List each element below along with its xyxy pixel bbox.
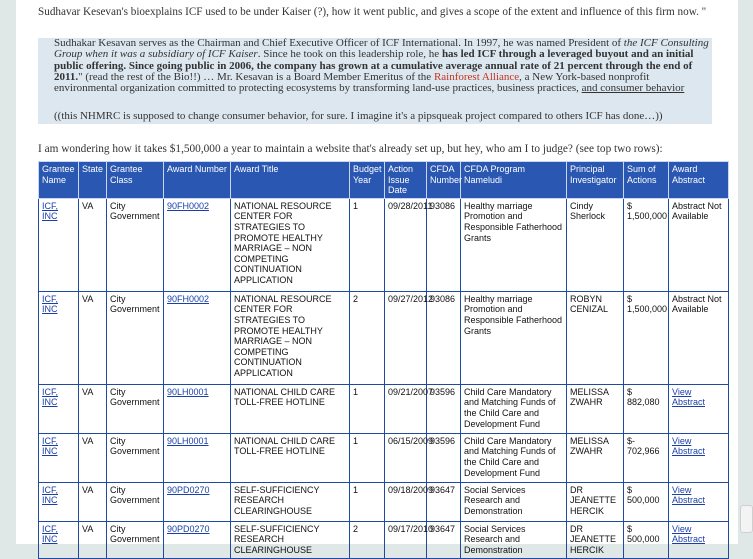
cell-award-number[interactable] bbox=[164, 433, 231, 482]
question-paragraph: I am wondering how it takes $1,500,000 a year to maintain a website that's already set up, but hey, who am I to judge? (see top two rows): bbox=[38, 143, 663, 155]
cell-award-title: NATIONAL RESOURCE CENTER FOR STRATEGIES TO PROMOTE HEALTHY MARRIAGE – NON COMPETING CONTINUATION APPLICATION bbox=[231, 198, 350, 291]
cell-cfda-program: Healthy marriage Promotion and Responsible Fatherhood Grants bbox=[461, 198, 567, 291]
award-number-link[interactable]: 90LH0001 bbox=[167, 386, 209, 397]
header-award-abstract: Award Abstract bbox=[669, 162, 729, 199]
cell-award-title: SELF-SUFFICIENCY RESEARCH CLEARINGHOUSE bbox=[231, 482, 350, 521]
cell-principal-investigator: Cindy Sherlock bbox=[567, 198, 624, 291]
cell-award-number[interactable] bbox=[164, 521, 231, 558]
cell-state: VA bbox=[79, 384, 107, 433]
cell-principal-investigator: MELISSA ZWAHR bbox=[567, 433, 624, 482]
view-abstract-link[interactable]: View Abstract bbox=[672, 386, 706, 408]
table-row bbox=[39, 384, 729, 433]
cell-budget-year: 2 bbox=[350, 521, 385, 558]
cell-award-number[interactable] bbox=[164, 482, 231, 521]
header-state: State bbox=[79, 162, 107, 199]
view-abstract-link[interactable]: View Abstract bbox=[672, 523, 706, 545]
grantee-link[interactable]: ICF, INC bbox=[42, 200, 59, 222]
quote-text-3: " (read the rest of the Bio!!) … Mr. Kesavan is a Board Member Emeritus of the bbox=[78, 70, 434, 83]
award-number-link[interactable]: 90FH0002 bbox=[167, 293, 210, 304]
cell-cfda-program: Social Services Research and Demonstration bbox=[461, 482, 567, 521]
cell-budget-year: 2 bbox=[350, 291, 385, 384]
cell-issue-date: 09/27/2012 bbox=[385, 291, 427, 384]
award-number-link[interactable]: 90LH0001 bbox=[167, 435, 209, 446]
cell-award-abstract[interactable] bbox=[669, 433, 729, 482]
cell-grantee-name[interactable] bbox=[39, 521, 79, 558]
header-cfda-program: CFDA Program Nameludi bbox=[461, 162, 567, 199]
quote-bold: has led ICF through a leveraged buyout and an initial public offering. Since going public in 2006, the company has grown at a cumulative average annual rate of 21 percent through the end of 2011. bbox=[54, 48, 694, 83]
cell-principal-investigator: DR JEANETTE HERCIK bbox=[567, 482, 624, 521]
intro-paragraph: Sudhavar Kesevan's bioexplains ICF used to be under Kaiser (?), how it went public, and gives a scope of the extent and influence of this firm now. " bbox=[38, 6, 707, 18]
header-award-number: Award Number bbox=[164, 162, 231, 199]
cell-cfda-number: 93596 bbox=[427, 384, 461, 433]
cell-budget-year: 1 bbox=[350, 482, 385, 521]
cell-principal-investigator: DR JEANETTE HERCIK bbox=[567, 521, 624, 558]
cell-award-abstract[interactable] bbox=[669, 521, 729, 558]
cell-award-title: NATIONAL CHILD CARE TOLL-FREE HOTLINE bbox=[231, 433, 350, 482]
quote-note: ((this NHMRC is supposed to change consumer behavior, for sure. I imagine it's a pipsqueak project compared to others ICF has done…)) bbox=[54, 110, 663, 122]
cell-award-number[interactable] bbox=[164, 291, 231, 384]
grantee-link[interactable]: ICF, INC bbox=[42, 293, 59, 315]
cell-sum-of-actions: $ 1,500,000 bbox=[624, 291, 669, 384]
award-number-link[interactable]: 90FH0002 bbox=[167, 200, 210, 211]
cell-cfda-number: 93596 bbox=[427, 433, 461, 482]
cell-grantee-class: City Government bbox=[107, 291, 164, 384]
cell-budget-year: 1 bbox=[350, 198, 385, 291]
consumer-behavior-link[interactable]: and consumer behavior bbox=[581, 82, 685, 95]
cell-cfda-number: 93086 bbox=[427, 198, 461, 291]
cell-state: VA bbox=[79, 433, 107, 482]
cell-grantee-name[interactable] bbox=[39, 384, 79, 433]
cell-sum-of-actions: $ 882,080 bbox=[624, 384, 669, 433]
cell-grantee-name[interactable] bbox=[39, 291, 79, 384]
grants-table bbox=[38, 161, 729, 559]
blog-page bbox=[16, 0, 738, 555]
table-row bbox=[39, 433, 729, 482]
cell-issue-date: 09/18/2009 bbox=[385, 482, 427, 521]
table-header-row bbox=[39, 162, 729, 199]
header-award-title: Award Title bbox=[231, 162, 350, 199]
cell-sum-of-actions: $ 500,000 bbox=[624, 482, 669, 521]
cell-grantee-class: City Government bbox=[107, 521, 164, 558]
cell-sum-of-actions: $- 702,966 bbox=[624, 433, 669, 482]
cell-award-title: NATIONAL CHILD CARE TOLL-FREE HOTLINE bbox=[231, 384, 350, 433]
header-action-issue-date: Action Issue Date bbox=[385, 162, 427, 199]
table-row bbox=[39, 291, 729, 384]
grantee-link[interactable]: ICF, INC bbox=[42, 386, 59, 408]
bio-blockquote bbox=[38, 38, 712, 124]
table-row bbox=[39, 521, 729, 558]
cell-cfda-program: Child Care Mandatory and Matching Funds of the Child Care and Development Fund bbox=[461, 384, 567, 433]
cell-state: VA bbox=[79, 198, 107, 291]
quote-text-2: . Since he took on this leadership role, he bbox=[257, 48, 442, 61]
cell-grantee-name[interactable] bbox=[39, 482, 79, 521]
table-row bbox=[39, 198, 729, 291]
cell-state: VA bbox=[79, 521, 107, 558]
rainforest-alliance-link[interactable]: Rainforest Alliance bbox=[433, 70, 520, 83]
cell-grantee-class: City Government bbox=[107, 433, 164, 482]
header-grantee-name: Grantee Name bbox=[39, 162, 79, 199]
view-abstract-link[interactable]: View Abstract bbox=[672, 484, 706, 506]
cell-cfda-number: 93647 bbox=[427, 521, 461, 558]
cell-award-abstract[interactable] bbox=[669, 482, 729, 521]
header-grantee-class: Grantee Class bbox=[107, 162, 164, 199]
award-number-link[interactable]: 90PD0270 bbox=[167, 484, 210, 495]
cell-sum-of-actions: $ 1,500,000 bbox=[624, 198, 669, 291]
cell-award-title: NATIONAL RESOURCE CENTER FOR STRATEGIES TO PROMOTE HEALTHY MARRIAGE – NON COMPETING CONTINUATION APPLICATION bbox=[231, 291, 350, 384]
bio-quote-text bbox=[54, 38, 710, 94]
cell-award-abstract: Abstract Not Available bbox=[669, 198, 729, 291]
cell-state: VA bbox=[79, 291, 107, 384]
header-budget-year: Budget Year bbox=[350, 162, 385, 199]
quote-italic: the ICF Consulting Group when it was a subsidiary of ICF Kaiser bbox=[54, 37, 709, 61]
cell-grantee-class: City Government bbox=[107, 198, 164, 291]
cell-award-abstract[interactable] bbox=[669, 384, 729, 433]
grantee-link[interactable]: ICF, INC bbox=[42, 484, 59, 506]
cell-award-abstract: Abstract Not Available bbox=[669, 291, 729, 384]
cell-issue-date: 09/17/2010 bbox=[385, 521, 427, 558]
cell-principal-investigator: ROBYN CENIZAL bbox=[567, 291, 624, 384]
cell-award-number[interactable] bbox=[164, 384, 231, 433]
cell-cfda-number: 93086 bbox=[427, 291, 461, 384]
cell-issue-date: 06/15/2009 bbox=[385, 433, 427, 482]
cell-budget-year: 1 bbox=[350, 384, 385, 433]
cell-award-number[interactable] bbox=[164, 198, 231, 291]
table-row bbox=[39, 482, 729, 521]
cell-cfda-program: Social Services Research and Demonstration bbox=[461, 521, 567, 558]
grantee-link[interactable]: ICF, INC bbox=[42, 435, 59, 457]
view-abstract-link[interactable]: View Abstract bbox=[672, 435, 706, 457]
cell-grantee-class: City Government bbox=[107, 384, 164, 433]
cell-grantee-name[interactable] bbox=[39, 433, 79, 482]
grantee-link[interactable]: ICF, INC bbox=[42, 523, 59, 545]
cell-cfda-number: 93647 bbox=[427, 482, 461, 521]
cell-budget-year: 1 bbox=[350, 433, 385, 482]
cell-issue-date: 09/28/2011 bbox=[385, 198, 427, 291]
quote-text-1: Sudhakar Kesavan serves as the Chairman and Chief Executive Officer of ICF International. In 1997, he was named President of bbox=[54, 37, 624, 49]
header-cfda-number: CFDA Number bbox=[427, 162, 461, 199]
header-principal-investigator: Principal Investigator bbox=[567, 162, 624, 199]
cell-grantee-class: City Government bbox=[107, 482, 164, 521]
scrollbar-thumb[interactable] bbox=[740, 505, 753, 533]
cell-cfda-program: Healthy marriage Promotion and Responsible Fatherhood Grants bbox=[461, 291, 567, 384]
cell-award-title: SELF-SUFFICIENCY RESEARCH CLEARINGHOUSE bbox=[231, 521, 350, 558]
cell-state: VA bbox=[79, 482, 107, 521]
cell-principal-investigator: MELISSA ZWAHR bbox=[567, 384, 624, 433]
quote-text-4: , a New York-based nonprofit environmental organization committed to protecting ecosystems by transforming land-use practices, business practices, bbox=[54, 70, 650, 95]
cell-sum-of-actions: $ 500,000 bbox=[624, 521, 669, 558]
cell-issue-date: 09/21/2007 bbox=[385, 384, 427, 433]
cell-grantee-name[interactable] bbox=[39, 198, 79, 291]
header-sum-of-actions: Sum of Actions bbox=[624, 162, 669, 199]
cell-cfda-program: Child Care Mandatory and Matching Funds of the Child Care and Development Fund bbox=[461, 433, 567, 482]
award-number-link[interactable]: 90PD0270 bbox=[167, 523, 210, 534]
